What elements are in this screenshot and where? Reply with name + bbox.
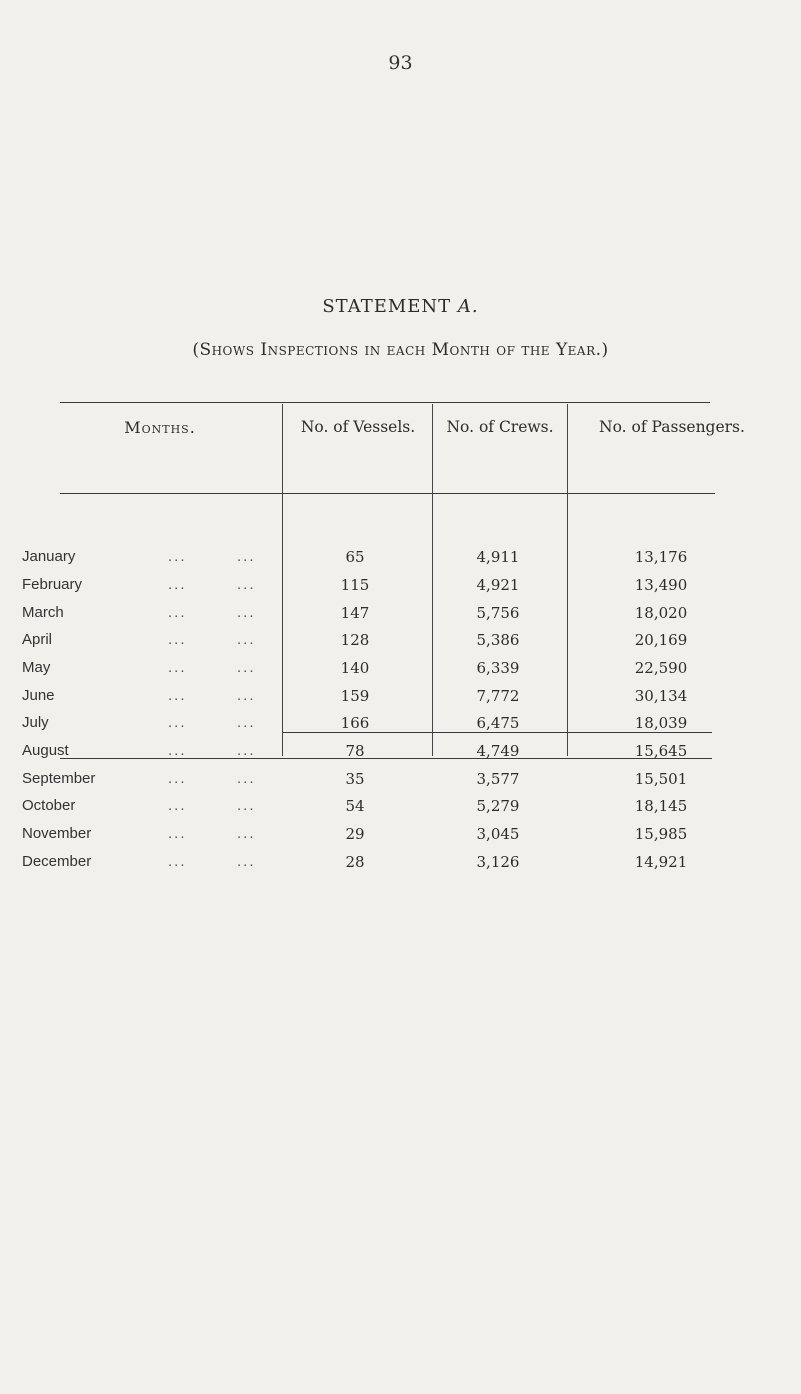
month-label: August <box>22 742 69 759</box>
passengers-value: 30,134 <box>634 687 688 705</box>
leader-dots: ... <box>168 576 187 593</box>
vessels-value: 28 <box>345 853 365 871</box>
leader-dots: ... <box>168 770 187 787</box>
vessels-value: 65 <box>345 548 365 566</box>
header-months: Months. <box>124 418 196 437</box>
crews-value: 5,386 <box>476 631 520 649</box>
crews-value: 4,921 <box>476 576 520 594</box>
leader-dots: ... <box>237 604 256 621</box>
passengers-value: 13,176 <box>634 548 688 566</box>
crews-value: 6,339 <box>476 659 520 677</box>
vessels-value: 159 <box>340 687 370 705</box>
leader-dots: ... <box>168 797 187 814</box>
vessels-value: 54 <box>345 797 365 815</box>
passengers-value: 18,020 <box>634 604 688 622</box>
vessels-value: 115 <box>340 576 370 594</box>
month-label: April <box>22 631 53 648</box>
vessels-value: 35 <box>345 770 365 788</box>
month-label: October <box>22 797 76 814</box>
page-number: 93 <box>388 52 413 74</box>
leader-dots: ... <box>168 825 187 842</box>
passengers-value: 22,590 <box>634 659 688 677</box>
statement-subtitle: (Shows Inspections in each Month of the Year.) <box>192 340 609 360</box>
leader-dots: ... <box>168 853 187 870</box>
leader-dots: ... <box>168 687 187 704</box>
crews-value: 5,756 <box>476 604 520 622</box>
leader-dots: ... <box>168 631 187 648</box>
month-label: December <box>22 853 92 870</box>
passengers-value: 18,145 <box>634 797 688 815</box>
header-bottom-rule <box>60 493 715 494</box>
leader-dots: ... <box>237 631 256 648</box>
passengers-value: 15,645 <box>634 742 688 760</box>
leader-dots: ... <box>168 604 187 621</box>
statement-title <box>0 296 801 317</box>
leader-dots: ... <box>237 687 256 704</box>
vessels-value: 166 <box>340 714 370 732</box>
month-label: February <box>22 576 83 593</box>
vessels-value: 140 <box>340 659 370 677</box>
leader-dots: ... <box>237 853 256 870</box>
vessels-value: 29 <box>345 825 365 843</box>
crews-value: 3,126 <box>476 853 520 871</box>
vessels-value: 128 <box>340 631 370 649</box>
header-passengers: No. of Passengers. <box>599 418 745 436</box>
leader-dots: ... <box>237 659 256 676</box>
header-crews: No. of Crews. <box>446 418 554 436</box>
title-mark: A. <box>457 296 479 317</box>
header-vessels: No. of Vessels. <box>300 418 416 436</box>
month-label: June <box>22 687 55 704</box>
month-label: January <box>22 548 76 565</box>
title-prefix: STATEMENT <box>322 296 452 317</box>
leader-dots: ... <box>237 714 256 731</box>
vessels-value: 78 <box>345 742 365 760</box>
crews-value: 3,577 <box>476 770 520 788</box>
crews-value: 4,911 <box>476 548 520 566</box>
passengers-value: 14,921 <box>634 853 688 871</box>
crews-value: 4,749 <box>476 742 520 760</box>
leader-dots: ... <box>237 742 256 759</box>
crews-value: 7,772 <box>476 687 520 705</box>
leader-dots: ... <box>168 742 187 759</box>
table-top-rule <box>60 402 710 403</box>
passengers-value: 20,169 <box>634 631 688 649</box>
leader-dots: ... <box>237 825 256 842</box>
crews-value: 6,475 <box>476 714 520 732</box>
vessels-value: 147 <box>340 604 370 622</box>
leader-dots: ... <box>168 659 187 676</box>
leader-dots: ... <box>237 548 256 565</box>
leader-dots: ... <box>237 576 256 593</box>
month-label: November <box>22 825 92 842</box>
month-label: July <box>22 714 49 731</box>
leader-dots: ... <box>237 770 256 787</box>
leader-dots: ... <box>168 548 187 565</box>
passengers-value: 18,039 <box>634 714 688 732</box>
month-label: May <box>22 659 51 676</box>
passengers-value: 13,490 <box>634 576 688 594</box>
leader-dots: ... <box>168 714 187 731</box>
passengers-value: 15,501 <box>634 770 688 788</box>
crews-value: 3,045 <box>476 825 520 843</box>
month-label: March <box>22 604 64 621</box>
crews-value: 5,279 <box>476 797 520 815</box>
passengers-value: 15,985 <box>634 825 688 843</box>
leader-dots: ... <box>237 797 256 814</box>
month-label: September <box>22 770 96 787</box>
